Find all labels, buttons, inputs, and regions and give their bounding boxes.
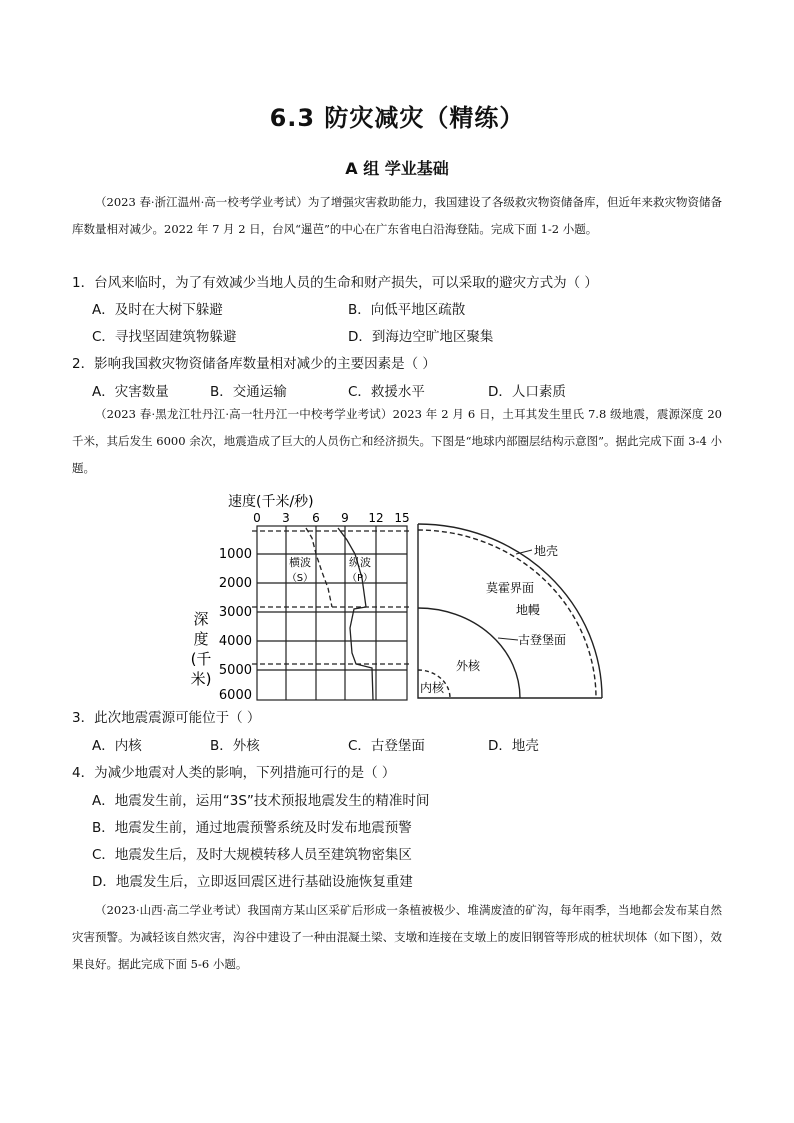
- q1-option-c: C．寻找坚固建筑物躲避: [92, 329, 237, 345]
- speed-tick-12: 12: [368, 511, 384, 525]
- question-1-stem: 1．台风来临时，为了有效减少当地人员的生命和财产损失，可以采取的避灾方式为（ ）: [72, 275, 598, 291]
- speed-tick-6: 6: [312, 511, 320, 525]
- q2-option-d: D．人口素质: [488, 384, 566, 400]
- earth-structure-figure: [180, 488, 620, 703]
- q4-option-b: B．地震发生前，通过地震预警系统及时发布地震预警: [92, 820, 412, 836]
- depth-tick-6000: 6000: [218, 688, 252, 703]
- q4-option-d: D．地震发生后，立即返回震区进行基础设施恢复重建: [92, 874, 413, 890]
- q4-option-c: C．地震发生后，及时大规模转移人员至建筑物密集区: [92, 847, 412, 863]
- page-title: 6.3 防灾减灾（精练）: [269, 104, 525, 132]
- speed-tick-0: 0: [253, 511, 261, 525]
- section-title: A 组 学业基础: [345, 159, 449, 178]
- intro-paragraph-3: （2023·山西·高二学业考试）我国南方某山区采矿后形成一条植被极少、堆满废渣的矿沟，每年雨季，当地都会发布某自然灾害预警。为减轻该自然灾害，沟谷中建设了一种由混凝土梁、支墩和连接在支墩上的废旧钢管等形成的桩状坝体（如下图），效果良好。据此完成下面 5-6 小题。: [72, 903, 722, 971]
- p-wave-label: 纵波: [349, 556, 371, 569]
- depth-tick-4000: 4000: [218, 634, 252, 649]
- question-3-stem: 3．此次地震震源可能位于（ ）: [72, 710, 261, 726]
- q2-option-c: C．救援水平: [348, 384, 425, 400]
- depth-tick-3000: 3000: [218, 605, 252, 620]
- mantle-label: 地幔: [516, 603, 541, 617]
- speed-tick-3: 3: [282, 511, 290, 525]
- q1-option-a: A．及时在大树下躲避: [92, 302, 223, 318]
- q3-option-a: A．内核: [92, 738, 142, 754]
- q1-option-d: D．到海边空旷地区聚集: [348, 329, 494, 345]
- moho-label: 莫霍界面: [486, 581, 535, 595]
- speed-tick-9: 9: [341, 511, 349, 525]
- q3-option-d: D．地壳: [488, 738, 539, 754]
- depth-label-1: 深: [193, 610, 209, 628]
- speed-axis-title: 速度(千米/秒): [228, 494, 314, 510]
- boundary-dashes: [252, 531, 412, 664]
- outer-core-label: 外核: [456, 659, 481, 673]
- depth-label-4: 米): [190, 670, 212, 688]
- q1-option-b: B．向低平地区疏散: [348, 302, 466, 318]
- earth-quarter-section: [418, 524, 602, 698]
- speed-tick-15: 15: [394, 511, 410, 525]
- q2-option-b: B．交通运输: [210, 384, 287, 400]
- depth-tick-2000: 2000: [218, 576, 252, 591]
- q2-option-a: A．灾害数量: [92, 384, 169, 400]
- q3-option-c: C．古登堡面: [348, 738, 425, 754]
- grid: [257, 526, 407, 700]
- leader-lines: [498, 550, 532, 640]
- s-wave-label: 横波: [289, 556, 311, 569]
- depth-tick-1000: 1000: [218, 547, 252, 562]
- depth-tick-5000: 5000: [218, 663, 252, 678]
- inner-core-label: 内核: [420, 681, 445, 695]
- q4-option-a: A．地震发生前，运用“3S”技术预报地震发生的精准时间: [92, 793, 430, 809]
- s-wave-sub: （S）: [286, 573, 314, 584]
- p-wave-sub: （P）: [346, 573, 374, 584]
- depth-label-2: 度: [193, 630, 209, 648]
- intro-paragraph-2: （2023 春·黑龙江牡丹江·高一牡丹江一中校考学业考试）2023 年 2 月 6 日，土耳其发生里氏 7.8 级地震，震源深度 20 千米，其后发生 6000 余次，地震造成了巨大的人员伤亡和经济损失。下图是“地球内部圈层结构示意图”。据此完成下面 3-4 小题。: [72, 407, 722, 475]
- q3-option-b: B．外核: [210, 738, 260, 754]
- question-2-stem: 2．影响我国救灾物资储备库数量相对减少的主要因素是（ ）: [72, 356, 436, 372]
- gutenberg-label: 古登堡面: [518, 633, 567, 647]
- question-4-stem: 4．为减少地震对人类的影响，下列措施可行的是（ ）: [72, 765, 396, 781]
- crust-label: 地壳: [534, 544, 559, 558]
- intro-paragraph-1: （2023 春·浙江温州·高一校考学业考试）为了增强灾害救助能力，我国建设了各级救灾物资储备库，但近年来救灾物资储备库数量相对减少。2022 年 7 月 2 日，台风“暹芭”的中心在广东省电白沿海登陆。完成下面 1-2 小题。: [72, 195, 722, 236]
- depth-label-3: (千: [190, 650, 212, 668]
